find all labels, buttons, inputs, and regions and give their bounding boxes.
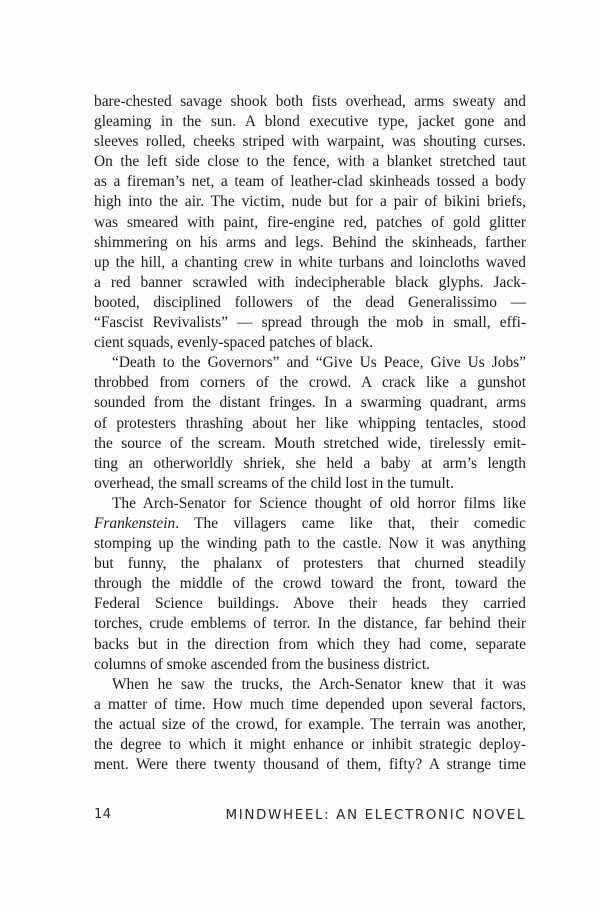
text-line: When he saw the trucks, the Arch-Senator knew that it was <box>112 675 526 693</box>
text-line: ting an otherworldly shriek, she held a baby at arm’s length <box>94 454 526 472</box>
text-line: of protesters thrashing about her like whipping tentacles, stood <box>94 414 526 432</box>
text-line: Federal Science buildings. Above their heads they carried <box>94 595 526 613</box>
page-footer <box>94 807 526 827</box>
text-line: columns of smoke ascended from the business district. <box>94 655 430 673</box>
text-line: ment. Were there twenty thousand of them, fifty? A strange time <box>94 756 526 774</box>
text-line: The Arch-Senator for Science thought of old horror films like <box>112 494 526 512</box>
text-line: On the left side close to the fence, with a blanket stretched taut <box>94 153 526 171</box>
text-line: booted, disciplined followers of the dead Generalissimo — <box>94 293 526 311</box>
text-line: the source of the scream. Mouth stretched wide, tirelessly emit- <box>94 434 526 452</box>
running-title: MINDWHEEL: AN ELECTRONIC NOVEL <box>225 807 526 823</box>
text-line: sounded from the distant fringes. In a swarming quadrant, arms <box>94 394 526 412</box>
page-number: 14 <box>94 807 112 822</box>
text-line: cient squads, evenly-spaced patches of black. <box>94 334 374 352</box>
text-line: torches, crude emblems of terror. In the distance, far behind their <box>94 615 526 633</box>
text-line: but funny, the phalanx of protesters that churned steadily <box>94 555 526 573</box>
text-line: shimmering on his arms and legs. Behind the skinheads, farther <box>94 233 526 251</box>
text-line: the degree to which it might enhance or inhibit strategic deploy- <box>94 736 526 753</box>
text-line: through the middle of the crowd toward the front, toward the <box>94 575 526 593</box>
text-line: “Fascist Revivalists” — spread through the mob in small, effi- <box>94 314 526 332</box>
text-line: as a fireman’s net, a team of leather-clad skinheads tossed a body <box>94 173 526 191</box>
text-line: high into the air. The victim, nude but for a pair of bikini briefs, <box>94 193 526 211</box>
text-line: gleaming in the sun. A blond executive type, jacket gone and <box>94 113 526 131</box>
text-line: overhead, the small screams of the child lost in the tumult. <box>94 474 454 492</box>
text-line: “Death to the Governors” and “Give Us Peace, Give Us Jobs” <box>112 354 526 372</box>
text-line: sleeves rolled, cheeks striped with warpaint, was shouting curses. <box>94 133 526 151</box>
text-line: a red banner scrawled with indecipherable black glyphs. Jack- <box>94 273 526 291</box>
text-line: stomping up the winding path to the castle. Now it was anything <box>94 535 526 553</box>
body-text <box>94 92 526 775</box>
text-line: up the hill, a chanting crew in white turbans and loincloths waved <box>94 253 526 271</box>
text-line: was smeared with paint, fire-engine red, patches of gold glitter <box>94 213 526 231</box>
text-line: throbbed from corners of the crowd. A crack like a gunshot <box>94 374 526 392</box>
text-line: a matter of time. How much time depended upon several factors, <box>94 695 526 713</box>
text-line-rest: . The villagers came like that, their comedic <box>175 514 526 532</box>
text-line: the actual size of the crowd, for example. The terrain was another, <box>94 715 526 733</box>
text-line: bare-chested savage shook both fists overhead, arms sweaty and <box>94 93 526 110</box>
text-line: backs but in the direction from which they had come, separate <box>94 635 526 653</box>
italic-title: Frankenstein <box>94 514 176 532</box>
text-line <box>94 514 526 534</box>
